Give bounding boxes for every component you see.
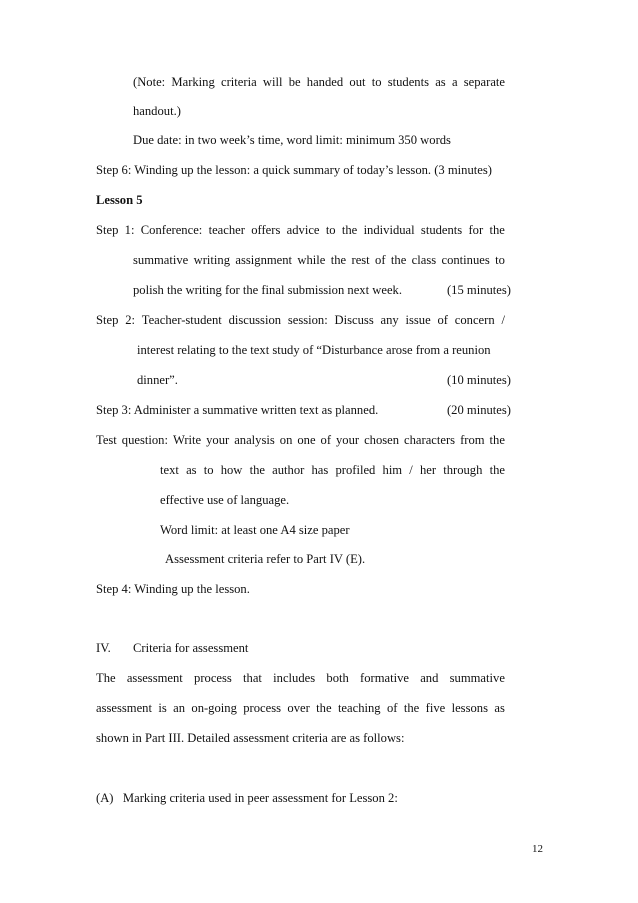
word: chosen (364, 433, 400, 447)
word: text (160, 463, 179, 477)
word: / (409, 463, 413, 477)
word: teacher (208, 223, 245, 237)
word: Step (96, 313, 119, 327)
word: formative (360, 671, 409, 685)
word: assessment (126, 671, 183, 685)
word: of (437, 313, 448, 327)
word: as (435, 75, 446, 89)
word: question: (121, 433, 168, 447)
word: the (330, 253, 347, 267)
word: as (186, 463, 197, 477)
section-iv-number: IV. (96, 641, 111, 655)
word: will (262, 75, 283, 89)
word: both (326, 671, 349, 685)
test-question-line-2 (160, 462, 505, 478)
word: has (311, 463, 329, 477)
word: of (386, 701, 398, 715)
word: out (349, 75, 366, 89)
word: discussion (228, 313, 282, 327)
assessment-para-line-1 (96, 670, 505, 686)
word: to (371, 75, 382, 89)
step4-line: Step 4: Winding up the lesson. (96, 582, 250, 596)
word: The (96, 671, 116, 685)
l5-step2-line-3-text: dinner”. (137, 373, 178, 387)
word: handed (306, 75, 344, 89)
word: the (249, 463, 265, 477)
word: of (375, 253, 386, 267)
l5-step1-line-3-text: polish the writing for the final submission next week. (133, 283, 402, 297)
word: her (419, 463, 437, 477)
word: students (420, 223, 463, 237)
word: from (460, 433, 485, 447)
word: through (443, 463, 483, 477)
word: any (380, 313, 399, 327)
note-line-2: handout.) (133, 104, 181, 118)
word: how (220, 463, 243, 477)
word: Test (96, 433, 117, 447)
l5-step2-line-3 (137, 372, 511, 388)
step6-line: Step 6: Winding up the lesson: a quick summary of today’s lesson. (3 minutes) (96, 163, 492, 177)
word: to (495, 253, 505, 267)
lesson5-heading: Lesson 5 (96, 193, 143, 207)
word: author (272, 463, 305, 477)
word: the (403, 701, 420, 715)
word: and (420, 671, 439, 685)
word: over (287, 701, 310, 715)
word: Marking (171, 75, 215, 89)
word: writing (193, 253, 231, 267)
word: the (390, 253, 407, 267)
word: Teacher-student (141, 313, 222, 327)
word: summative (133, 253, 189, 267)
word: five (425, 701, 446, 715)
word: rest (351, 253, 370, 267)
word: lessons (451, 701, 488, 715)
word: students (387, 75, 429, 89)
word: Step (96, 223, 119, 237)
word: process (194, 671, 232, 685)
test-question-line-1 (96, 432, 505, 448)
word-limit-line: Word limit: at least one A4 size paper (160, 523, 350, 537)
word: one (297, 433, 316, 447)
word: your (336, 433, 360, 447)
word: to (203, 463, 214, 477)
due-date-line: Due date: in two week’s time, word limit: minimum 350 words (133, 133, 451, 147)
word: characters (404, 433, 456, 447)
l5-step2-line-2: interest relating to the text study of “Disturbance arose from a reunion (137, 343, 491, 357)
word: concern (454, 313, 495, 327)
word: be (288, 75, 301, 89)
word: on-going (191, 701, 237, 715)
assessment-para-line-2 (96, 700, 505, 716)
criteria-reference-line: Assessment criteria refer to Part IV (E). (165, 552, 366, 566)
word: Discuss (334, 313, 374, 327)
assessment-para-line-3: shown in Part III. Detailed assessment criteria are as follows: (96, 731, 405, 745)
word: the (341, 223, 358, 237)
word: criteria (221, 75, 257, 89)
word: a (451, 75, 458, 89)
word: your (206, 433, 230, 447)
word: assignment (235, 253, 293, 267)
word: offers (251, 223, 281, 237)
l5-step2-line-1 (96, 312, 505, 328)
word: teaching (337, 701, 381, 715)
word: 2: (125, 313, 135, 327)
note-line-1 (133, 74, 505, 90)
word: class (411, 253, 437, 267)
word: is (158, 701, 167, 715)
section-iv-title: Criteria for assessment (133, 641, 249, 655)
l5-step1-line-3 (133, 282, 511, 298)
word: on (279, 433, 293, 447)
word: advice (286, 223, 320, 237)
word: Write (172, 433, 202, 447)
word: to (325, 223, 336, 237)
word: analysis (234, 433, 275, 447)
word: profiled (335, 463, 376, 477)
word: that (243, 671, 262, 685)
word: the (489, 223, 505, 237)
word: him (382, 463, 403, 477)
word: summative (449, 671, 505, 685)
word: 1: (124, 223, 135, 237)
word: separate (463, 75, 505, 89)
word: process (243, 701, 282, 715)
word: while (297, 253, 326, 267)
word: as (494, 701, 505, 715)
l5-step3-text: Step 3: Administer a summative written text as planned. (96, 403, 379, 417)
subsection-a-heading: (A) Marking criteria used in peer assessment for Lesson 2: (96, 791, 398, 805)
word: (Note: (133, 75, 166, 89)
word: the (489, 433, 505, 447)
word: individual (363, 223, 415, 237)
word: an (173, 701, 186, 715)
word: Conference: (140, 223, 203, 237)
l5-step1-line-1 (96, 222, 505, 238)
l5-step1-line-2 (133, 252, 505, 268)
test-question-line-3: effective use of language. (160, 493, 290, 507)
l5-step1-time: (15 minutes) (446, 283, 511, 297)
l5-step2-time: (10 minutes) (446, 373, 511, 387)
l5-step3-line (96, 402, 511, 418)
word: assessment (96, 701, 152, 715)
l5-step3-time: (20 minutes) (446, 403, 511, 417)
word: session: (287, 313, 328, 327)
word: of (320, 433, 332, 447)
word: the (489, 463, 505, 477)
word: for (468, 223, 484, 237)
word: continues (441, 253, 490, 267)
word: / (501, 313, 505, 327)
word: issue (405, 313, 431, 327)
page-number: 12 (532, 843, 543, 855)
word: the (316, 701, 332, 715)
word: includes (273, 671, 316, 685)
